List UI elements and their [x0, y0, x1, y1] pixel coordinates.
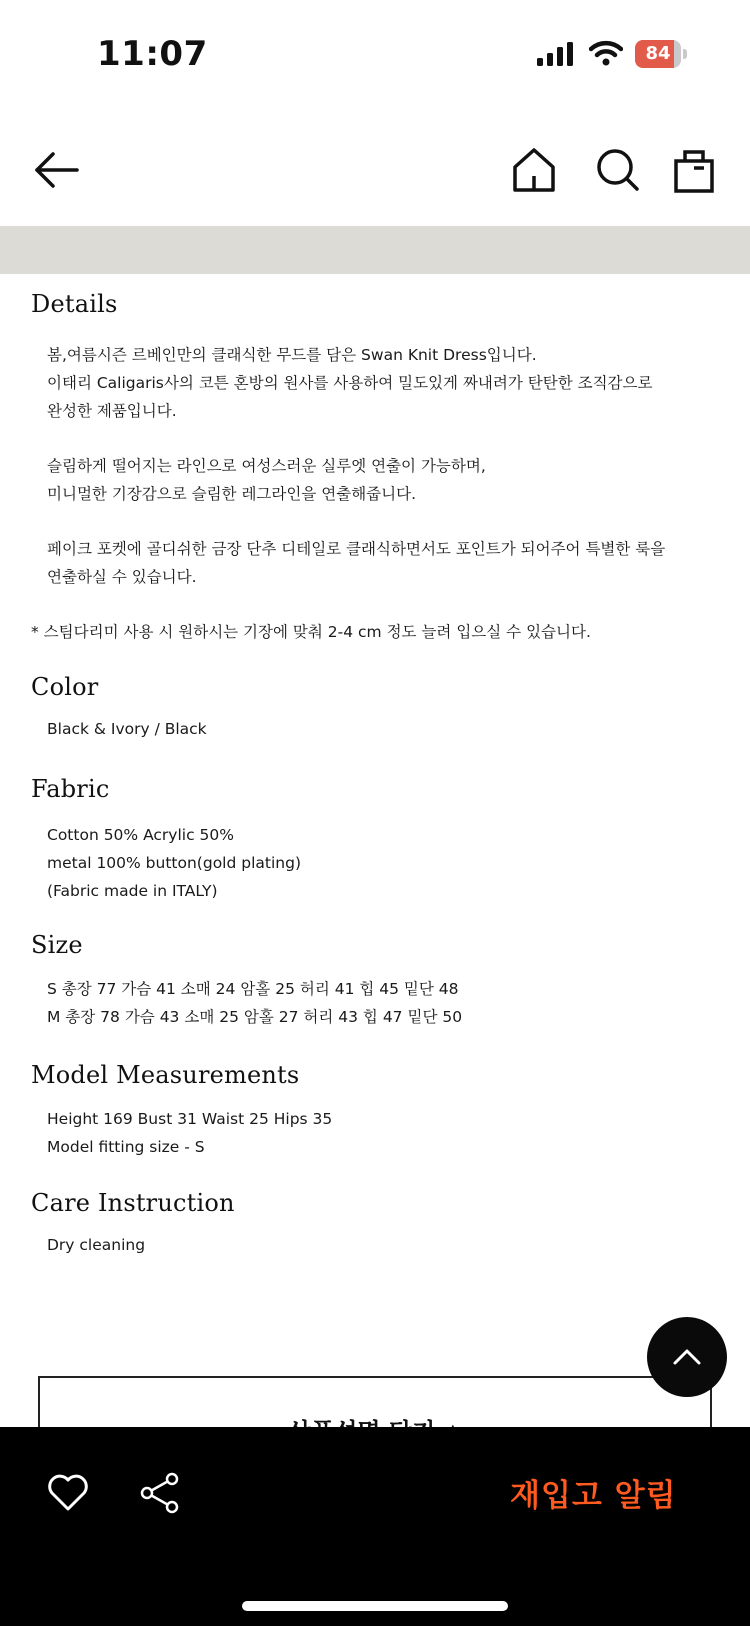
scroll-to-top-button[interactable]: [647, 1317, 727, 1397]
care-title: Care Instruction: [31, 1189, 235, 1217]
size-line: M 총장 78 가슴 43 소매 25 암홀 27 허리 43 힙 47 밑단 50: [47, 1008, 463, 1026]
battery-icon: [635, 40, 687, 70]
details-line: 완성한 제품입니다.: [47, 402, 177, 420]
details-line: 연출하실 수 있습니다.: [47, 568, 197, 586]
share-icon: [138, 1471, 182, 1515]
arrow-left-icon: [31, 144, 83, 196]
wifi-icon: [589, 39, 623, 67]
product-image-edge: [0, 226, 750, 274]
model-line: Height 169 Bust 31 Waist 25 Hips 35: [47, 1110, 333, 1128]
chevron-up-icon: [647, 1317, 727, 1397]
search-button[interactable]: [592, 144, 644, 196]
product-details: [31, 290, 721, 1259]
size-line: S 총장 77 가슴 41 소매 24 암홀 25 허리 41 힙 45 밑단 48: [47, 980, 459, 998]
fabric-line: (Fabric made in ITALY): [47, 882, 218, 900]
status-bar: [0, 0, 750, 110]
details-line: 이태리 Caligaris사의 코튼 혼방의 원사를 사용하여 밀도있게 짜내려가 탄탄한 조직감으로: [47, 374, 653, 392]
details-line: 미니멀한 기장감으로 슬림한 레그라인을 연출해줍니다.: [47, 485, 417, 503]
fabric-line: Cotton 50% Acrylic 50%: [47, 826, 234, 844]
model-line: Model fitting size - S: [47, 1138, 205, 1156]
color-value: Black & Ivory / Black: [47, 720, 207, 738]
home-button[interactable]: [508, 144, 560, 196]
back-button[interactable]: [31, 144, 83, 196]
battery-level: 84: [645, 43, 671, 64]
size-title: Size: [31, 931, 83, 959]
bottom-action-bar: [0, 1427, 750, 1626]
cellular-signal-icon: [537, 42, 575, 66]
share-button[interactable]: [138, 1471, 182, 1515]
home-icon: [508, 144, 560, 196]
model-title: Model Measurements: [31, 1061, 300, 1089]
home-indicator: [242, 1601, 508, 1611]
color-title: Color: [31, 673, 99, 701]
details-line: 봄,여름시즌 르베인만의 클래식한 무드를 담은 Swan Knit Dress입니다.: [47, 346, 537, 364]
status-time: 11:07: [97, 34, 208, 74]
fabric-line: metal 100% button(gold plating): [47, 854, 301, 872]
restock-alert-button[interactable]: 재입고 알림: [510, 1478, 677, 1514]
bag-icon: [668, 144, 720, 196]
search-icon: [592, 144, 644, 196]
bag-button[interactable]: [668, 144, 720, 196]
care-line: Dry cleaning: [47, 1236, 146, 1254]
details-title: Details: [31, 290, 118, 318]
top-nav: [0, 130, 750, 210]
details-line: 슬림하게 떨어지는 라인으로 여성스러운 실루엣 연출이 가능하며,: [47, 457, 486, 475]
fabric-title: Fabric: [31, 775, 110, 803]
details-note: * 스팀다리미 사용 시 원하시는 기장에 맞춰 2-4 cm 정도 늘려 입으실 수 있습니다.: [31, 623, 591, 641]
wishlist-button[interactable]: [46, 1470, 90, 1514]
details-line: 페이크 포켓에 골디쉬한 금장 단추 디테일로 클래식하면서도 포인트가 되어주어 특별한 룩을: [47, 540, 666, 558]
heart-icon: [46, 1470, 90, 1514]
